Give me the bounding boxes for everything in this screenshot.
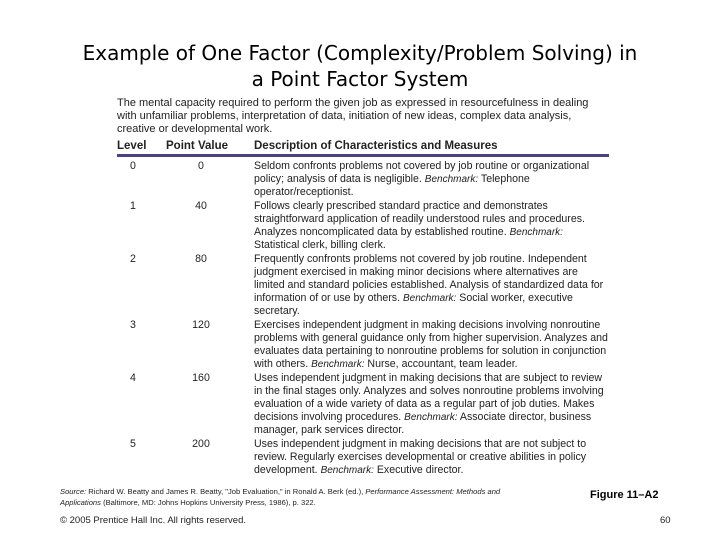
table-body: [117, 160, 609, 477]
benchmark-label: Benchmark:: [320, 465, 374, 476]
description-cell: [254, 438, 609, 477]
benchmark-text: Social worker, executive secretary.: [254, 292, 573, 317]
benchmark-label: Benchmark:: [402, 293, 457, 304]
level-cell: 1: [130, 200, 136, 212]
points-cell: 80: [195, 253, 207, 265]
description-cell: [254, 200, 609, 252]
points-cell: 0: [198, 160, 204, 172]
description-cell: [254, 253, 609, 318]
header-description: Description of Characteristics and Measures: [254, 140, 498, 152]
source-title: Performance Assessment: Methods and Applications: [60, 487, 501, 507]
points-cell: 120: [192, 319, 210, 331]
source-label: Source:: [60, 487, 87, 496]
description-text: Exercises independent judgment in making decisions involving nonroutine problems with general guidance only from higher supervision. Analyzes and evaluates data pertaining to nonroutine problems for solution in conjunction with others.: [254, 319, 608, 370]
level-cell: 5: [130, 438, 136, 450]
table-header: [117, 139, 609, 154]
description-text: Frequently confronts problems not covered by job routine. Independent judgment exercised in making minor decisions where alternatives are limited and standard policies established. Analysis of standardized data for information of or use by others.: [254, 253, 604, 304]
copyright: © 2005 Prentice Hall Inc. All rights reserved.: [60, 515, 247, 526]
page-number: 60: [660, 515, 671, 526]
source-text: Richard W. Beatty and James R. Beatty, "Job Evaluation," in Ronald A. Berk (ed.),: [86, 487, 366, 496]
table-row: [117, 319, 609, 371]
table-row: [117, 160, 609, 199]
title-line-1: Example of One Factor (Complexity/Problem Solving) in: [82, 41, 638, 65]
description-cell: [254, 319, 609, 371]
description-text: Seldom confronts problems not covered by job routine or organizational policy; analysis of data is negligible.: [254, 160, 590, 185]
level-cell: 4: [130, 372, 136, 384]
benchmark-text: Executive director.: [373, 464, 464, 476]
benchmark-text: Telephone operator/receptionist.: [254, 173, 530, 198]
title-line-2: a Point Factor System: [251, 67, 469, 91]
level-cell: 2: [130, 253, 136, 265]
benchmark-label: Benchmark:: [404, 412, 458, 423]
header-point-value: Point Value: [166, 140, 228, 152]
points-cell: 40: [195, 200, 207, 212]
benchmark-label: Benchmark:: [424, 174, 479, 185]
benchmark-text: Associate director, business manager, park services director.: [254, 411, 592, 436]
slide-title: [40, 40, 680, 92]
benchmark-text: Statistical clerk, billing clerk.: [254, 239, 386, 251]
source-citation: [60, 486, 540, 508]
table-row: [117, 200, 609, 252]
source-publisher: (Baltimore, MD: Johns Hopkins University Press, 1986), p. 322.: [100, 498, 316, 507]
table-row: [117, 372, 609, 437]
benchmark-label: Benchmark:: [311, 359, 365, 370]
description-cell: [254, 160, 609, 199]
points-cell: 200: [192, 438, 210, 450]
factor-definition: The mental capacity required to perform the given job as expressed in resourcefulness in dealing with unfamiliar problems, interpretation of data, initiation of new ideas, complex data analysis, creative or developmental work.: [117, 97, 589, 135]
factor-table-figure: [117, 97, 609, 478]
description-text: Follows clearly prescribed standard practice and demonstrates straightforward application of readily understood rules and procedures. Analyzes noncomplicated data by established routine.: [254, 200, 585, 238]
level-cell: 3: [130, 319, 136, 331]
table-row: [117, 438, 609, 477]
level-cell: 0: [130, 160, 136, 172]
benchmark-text: Nurse, accountant, team leader.: [364, 358, 518, 370]
header-level: Level: [117, 140, 147, 152]
description-text: Uses independent judgment in making decisions that are subject to review in the final stages only. Analyzes and solves nonroutine problems involving evaluation of a wide variety of data as a regular part of job duties. Makes decisions involving procedures.: [254, 372, 604, 423]
header-rule: [117, 154, 609, 157]
points-cell: 160: [192, 372, 210, 384]
description-text: Uses independent judgment in making decisions that are not subject to review. Regularly exercises developmental or creative abilities in policy development.: [254, 438, 587, 476]
description-cell: [254, 372, 609, 437]
benchmark-label: Benchmark:: [509, 227, 563, 238]
table-row: [117, 253, 609, 318]
figure-label: Figure 11–A2: [590, 489, 659, 501]
